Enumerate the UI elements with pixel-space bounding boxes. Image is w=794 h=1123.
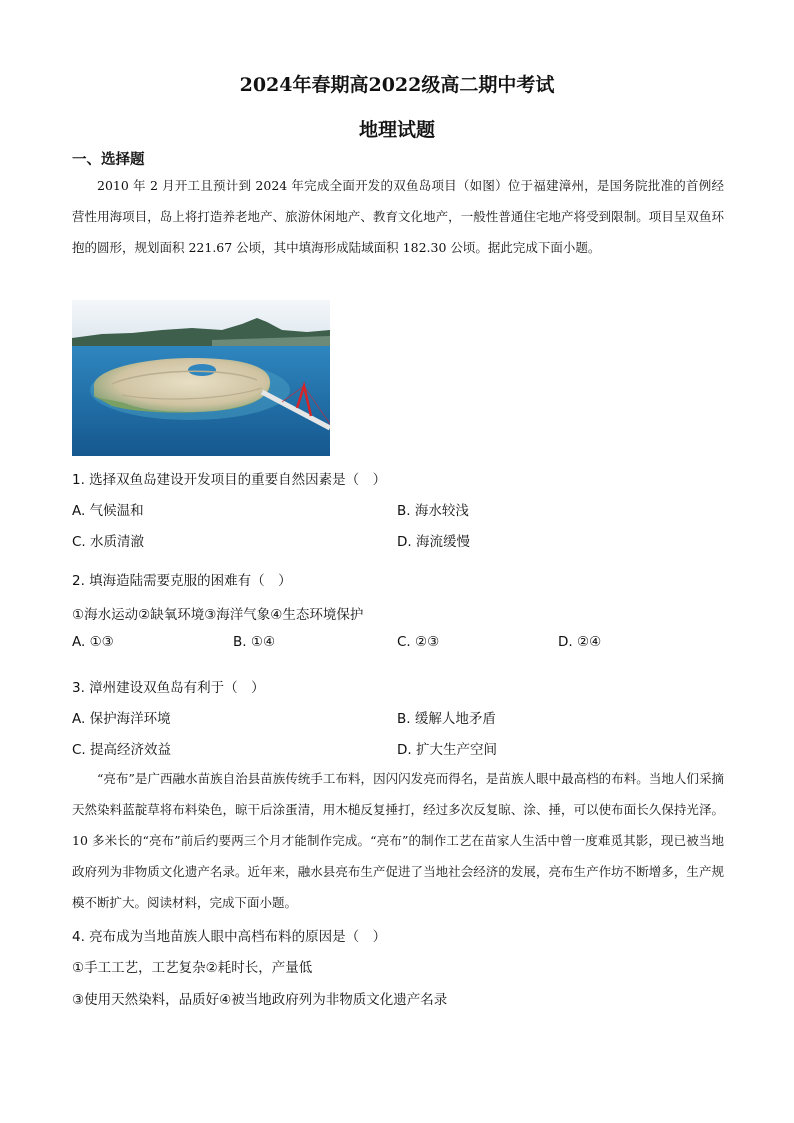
- passage-2-text: “亮布”是广西融水苗族自治县苗族传统手工布料，因闪闪发亮而得名，是苗族人眼中最高档的布料。当地人们采摘天然染料蓝靛草将布料染色，晾干后涂蛋清，用木槌反复捶打，经过多次反复晾、涂、捶，可以使布面长久保持光泽。10 多米长的“亮布”前后约要两三个月才能制作完成。“亮布”的制作工艺在苗家人生活中曾一度难觅其影，现已被当地政府列为非物质文化遗产名录。近年来，融水县亮布生产促进了当地社会经济的发展，亮布生产作坊不断增多，生产规模不断扩大。阅读材料，完成下面小题。: [72, 771, 724, 910]
- question-1-option-c: C. 水质清澈: [72, 534, 145, 550]
- passage-2: [72, 763, 724, 918]
- question-1-option-d: D. 海流缓慢: [397, 534, 470, 550]
- page-subtitle: 地理试题: [358, 119, 435, 141]
- question-3-stem: 3. 漳州建设双鱼岛有利于（ ）: [72, 680, 265, 696]
- question-3-option-d: D. 扩大生产空间: [397, 742, 497, 758]
- question-3-option-b: B. 缓解人地矛盾: [397, 711, 496, 727]
- island-photo-svg: [72, 300, 330, 456]
- page-title: 2024年春期高2022级高二期中考试: [239, 74, 555, 96]
- question-1-option-a: A. 气候温和: [72, 503, 144, 519]
- passage-1: [72, 170, 724, 263]
- question-3-option-a: A. 保护海洋环境: [72, 711, 171, 727]
- island-photo: [72, 300, 330, 456]
- question-2-option-b: B. ①④: [233, 634, 276, 650]
- question-1-stem: 1. 选择双鱼岛建设开发项目的重要自然因素是（ ）: [72, 472, 387, 488]
- question-4-items-line-2: ③使用天然染料，品质好④被当地政府列为非物质文化遗产名录: [72, 992, 448, 1008]
- question-2-option-a: A. ①③: [72, 634, 114, 650]
- section-heading: 一、选择题: [72, 151, 145, 168]
- question-4-items-line-1: ①手工工艺，工艺复杂②耗时长，产量低: [72, 960, 313, 976]
- passage-1-text: 2010 年 2 月开工且预计到 2024 年完成全面开发的双鱼岛项目（如图）位于福建漳州，是国务院批准的首例经营性用海项目，岛上将打造养老地产、旅游休闲地产、教育文化地产，一般性普通住宅地产将受到限制。项目呈双鱼环抱的圆形，规划面积 221.67 公顷，其中填海形成陆域面积 182.30 公顷。据此完成下面小题。: [72, 178, 724, 255]
- question-2-stem: 2. 填海造陆需要克服的困难有（ ）: [72, 573, 292, 589]
- question-2-option-c: C. ②③: [397, 634, 440, 650]
- question-2-items: ①海水运动②缺氧环境③海洋气象④生态环境保护: [72, 607, 364, 623]
- question-1-option-b: B. 海水较浅: [397, 503, 469, 519]
- question-4-stem: 4. 亮布成为当地苗族人眼中高档布料的原因是（ ）: [72, 929, 387, 945]
- question-2-option-d: D. ②④: [558, 634, 602, 650]
- question-3-option-c: C. 提高经济效益: [72, 742, 172, 758]
